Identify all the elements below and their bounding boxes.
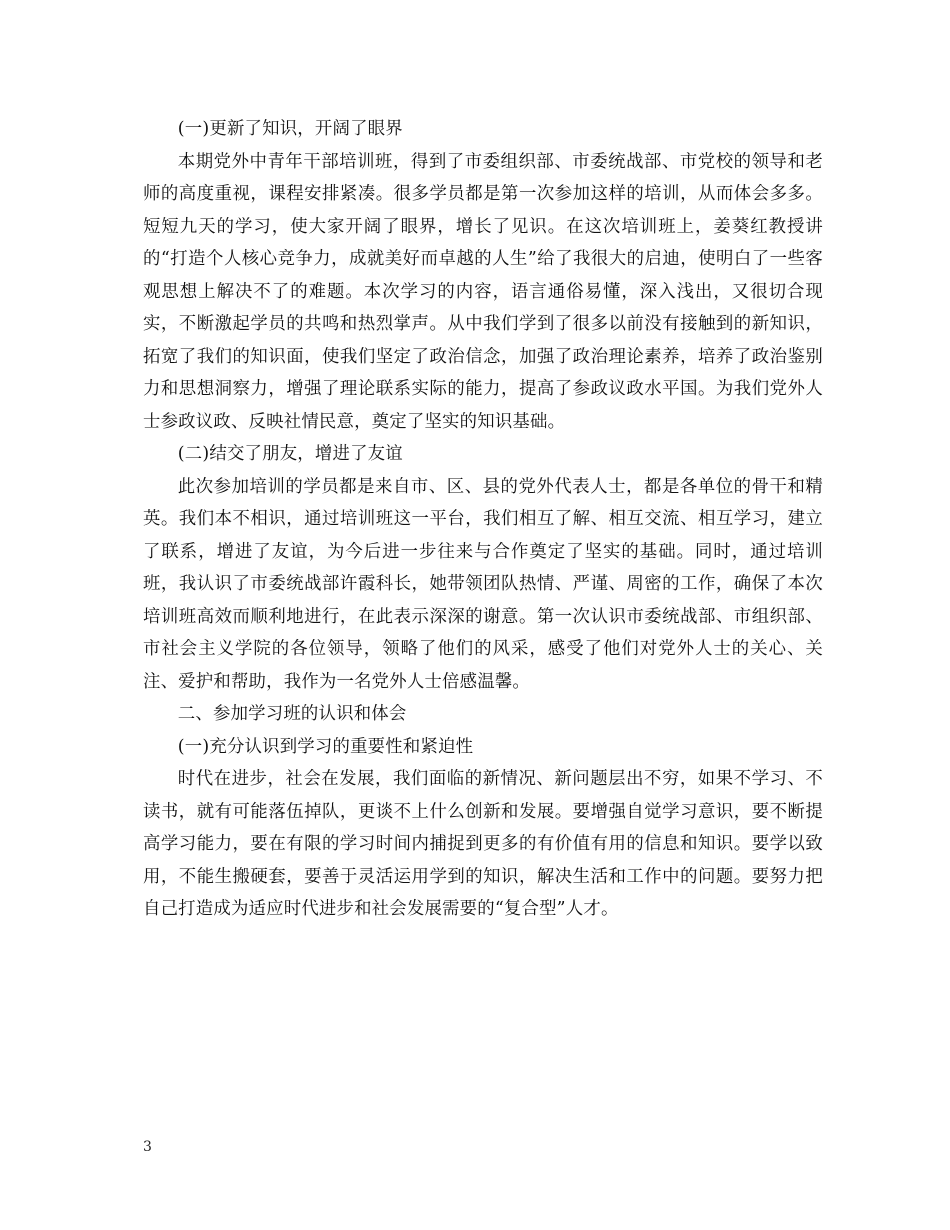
section-heading-2: 二、参加学习班的认识和体会 bbox=[177, 704, 407, 724]
paragraph-training-knowledge: 本期党外中青年干部培训班，得到了市委组织部、市委统战部、市党校的领导和老师的高度重视，课程安排紧凑。很多学员都是第一次参加这样的培训，从而体会多多。短短九天的学习，使大家开阔了眼界，增长了见识。在这次培训班上，姜葵红教授讲的“打造个人核心竞争力，成就美好而卓越的人生”给了我很大的启迪，使明白了一些客观思想上解决不了的难题。本次学习的内容，语言通俗易懂，深入浅出，又很切合现实，不断激起学员的共鸣和热烈掌声。从中我们学到了很多以前没有接触到的新知识，拓宽了我们的知识面，使我们坚定了政治信念，加强了政治理论素养，培养了政治鉴别力和思想洞察力，增强了理论联系实际的能力，提高了参政议政水平国。为我们党外人士参政议政、反映社情民意，奠定了坚实的知识基础。 bbox=[143, 151, 823, 432]
section-heading-1-1: (一)更新了知识，开阔了眼界 bbox=[177, 119, 403, 139]
document-body bbox=[143, 113, 823, 926]
page-number: 3 bbox=[143, 1139, 152, 1155]
paragraph-friendship: 此次参加培训的学员都是来自市、区、县的党外代表人士，都是各单位的骨干和精英。我们本不相识，通过培训班这一平台，我们相互了解、相互交流、相互学习，建立了联系，增进了友谊，为今后进一步往来与合作奠定了坚实的基础。同时，通过培训班，我认识了市委统战部许霞科长，她带领团队热情、严谨、周密的工作，确保了本次培训班高效而顺利地进行，在此表示深深的谢意。第一次认识市委统战部、市组织部、市社会主义学院的各位领导，领略了他们的风采，感受了他们对党外人士的关心、关注、爱护和帮助，我作为一名党外人士倍感温馨。 bbox=[143, 476, 823, 692]
paragraph-importance-of-learning: 时代在进步，社会在发展，我们面临的新情况、新问题层出不穷，如果不学习、不读书，就有可能落伍掉队，更谈不上什么创新和发展。要增强自觉学习意识，要不断提高学习能力，要在有限的学习时间内捕捉到更多的有价值有用的信息和知识。要学以致用，不能生搬硬套，要善于灵活运用学到的知识，解决生活和工作中的问题。要努力把自己打造成为适应时代进步和社会发展需要的“复合型”人才。 bbox=[143, 769, 823, 919]
section-heading-2-1: (一)充分认识到学习的重要性和紧迫性 bbox=[177, 736, 474, 757]
section-heading-1-2: (二)结交了朋友，增进了友谊 bbox=[177, 444, 403, 464]
